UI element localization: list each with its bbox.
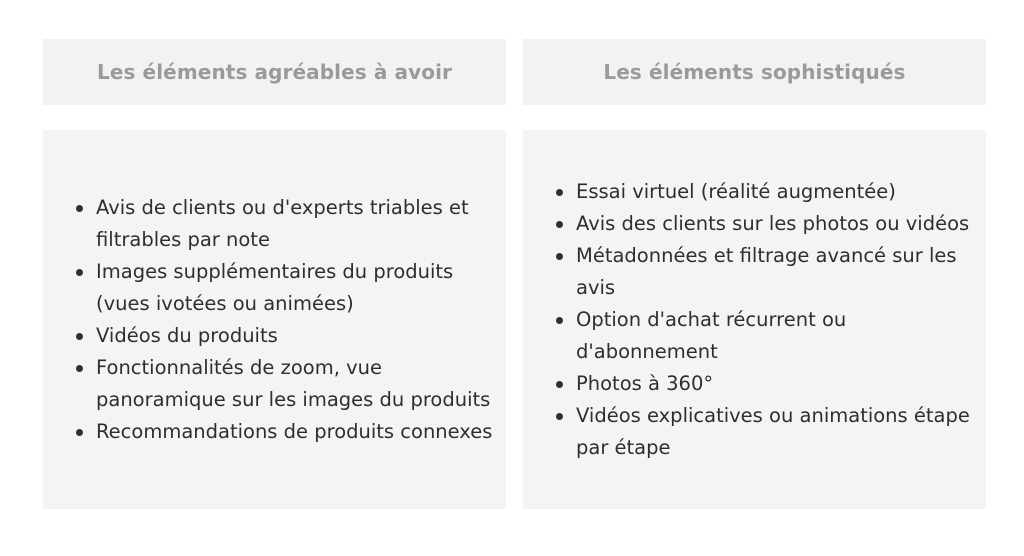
list-item-text: Recommandations de produits connexes	[96, 419, 493, 443]
bullet-icon	[76, 365, 83, 372]
list-item-text: Option d'achat récurrent ou d'abonnement	[576, 307, 847, 363]
list-item-text: Fonctionnalités de zoom, vue panoramique sur les images du produits	[96, 355, 491, 411]
list-item	[554, 304, 986, 368]
list-item-text: Photos à 360°	[576, 371, 714, 395]
feature-list	[523, 176, 986, 464]
bullet-icon	[556, 221, 563, 228]
bullet-icon	[76, 205, 83, 212]
list-item	[74, 352, 506, 416]
bullet-icon	[556, 413, 563, 420]
list-item	[74, 192, 506, 256]
bullet-icon	[556, 189, 563, 196]
list-item	[554, 240, 986, 304]
bullet-icon	[556, 317, 563, 324]
column-header-nice-to-have	[43, 39, 506, 105]
list-item-text: Vidéos explicatives ou animations étape par étape	[576, 403, 970, 459]
column-body-sophisticated	[523, 130, 986, 509]
list-item	[74, 320, 506, 352]
bullet-icon	[76, 269, 83, 276]
list-item	[554, 368, 986, 400]
column-title: Les éléments sophistiqués	[603, 60, 906, 84]
list-item	[554, 400, 986, 464]
list-item	[74, 256, 506, 320]
feature-list	[43, 192, 506, 448]
bullet-icon	[76, 333, 83, 340]
column-header-sophisticated	[523, 39, 986, 105]
list-item	[74, 416, 506, 448]
list-item-text: Vidéos du produits	[96, 323, 278, 347]
bullet-icon	[556, 253, 563, 260]
list-item	[554, 208, 986, 240]
list-item-text: Images supplémentaires du produits (vues ivotées ou animées)	[96, 259, 454, 315]
bullet-icon	[76, 429, 83, 436]
column-body-nice-to-have	[43, 130, 506, 509]
list-item-text: Métadonnées et filtrage avancé sur les avis	[576, 243, 957, 299]
bullet-icon	[556, 381, 563, 388]
list-item	[554, 176, 986, 208]
list-item-text: Avis des clients sur les photos ou vidéos	[576, 211, 970, 235]
list-item-text: Avis de clients ou d'experts triables et filtrables par note	[96, 195, 469, 251]
list-item-text: Essai virtuel (réalité augmentée)	[576, 179, 896, 203]
column-title: Les éléments agréables à avoir	[96, 60, 453, 84]
